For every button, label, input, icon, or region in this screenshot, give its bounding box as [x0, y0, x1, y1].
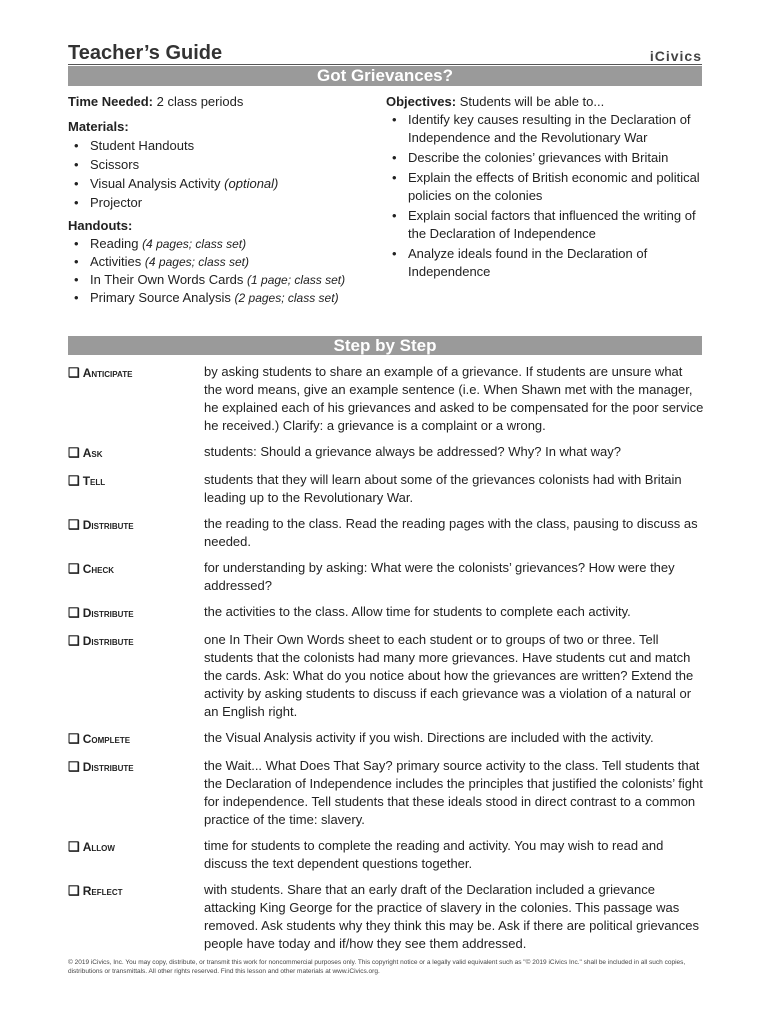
- page-title: Teacher’s Guide: [68, 42, 223, 64]
- list-item: [68, 289, 368, 307]
- step-by-step-banner: Step by Step: [68, 336, 702, 355]
- checkbox-icon[interactable]: ❑: [68, 633, 80, 648]
- handouts-heading: Handouts:: [68, 218, 133, 233]
- checkbox-icon[interactable]: ❑: [68, 473, 80, 488]
- list-item-note: (4 pages; class set): [144, 255, 249, 269]
- list-item: • Analyze ideals found in the Declaration of Independence: [386, 245, 702, 281]
- step-verb: Anticipate: [82, 366, 133, 380]
- handouts-list: [68, 235, 368, 307]
- step-label: [68, 363, 204, 435]
- list-item: • Projector: [68, 193, 368, 212]
- time-value: 2 class periods: [153, 94, 244, 109]
- checkbox-icon[interactable]: ❑: [68, 605, 80, 620]
- step-text: for understanding by asking: What were the colonists’ grievances? How were they addressed?: [204, 560, 675, 593]
- list-item: [68, 253, 368, 271]
- step-verb: Allow: [82, 840, 115, 854]
- step-text: students: Should a grievance always be addressed? Why? In what way?: [204, 444, 621, 459]
- step-row: [68, 443, 704, 463]
- step-verb: Distribute: [82, 634, 134, 648]
- list-item-note: (2 pages; class set): [234, 291, 339, 305]
- list-item: • Explain the effects of British economic and political policies on the colonies: [386, 169, 702, 205]
- right-column: [386, 92, 702, 283]
- step-text: students that they will learn about some of the grievances colonists had with Britain leading up to the Revolutionary War.: [204, 472, 682, 505]
- step-label: [68, 631, 204, 721]
- checkbox-icon[interactable]: ❑: [68, 839, 80, 854]
- step-row: [68, 631, 704, 721]
- list-item: [68, 271, 368, 289]
- objectives-intro: Students will be able to...: [456, 94, 605, 109]
- list-item-text: Activities: [90, 254, 142, 269]
- step-row: [68, 729, 704, 749]
- list-item-text: Primary Source Analysis: [90, 290, 231, 305]
- step-verb: Distribute: [82, 606, 134, 620]
- checkbox-icon[interactable]: ❑: [68, 883, 80, 898]
- steps-list: [68, 363, 704, 961]
- copyright-footer: © 2019 iCivics, Inc. You may copy, distribute, or transmit this work for noncommercial purposes only. This copyright notice or a legally valid equivalent such as "© 2019 iCivics Inc." shall be included in all such copies, distributions or transmittals. All other rights reserved. Find this lesson and other materials at www.iCivics.org.: [68, 959, 686, 975]
- step-verb: Tell: [82, 474, 106, 488]
- step-label: [68, 757, 204, 829]
- objectives-list: [386, 111, 702, 281]
- step-label: [68, 837, 204, 873]
- lesson-title-banner: Got Grievances?: [68, 66, 702, 86]
- page-header: [68, 42, 702, 65]
- step-label: [68, 603, 204, 623]
- checkbox-icon[interactable]: ❑: [68, 561, 80, 576]
- step-verb: Complete: [82, 732, 131, 746]
- step-text: the Wait... What Does That Say? primary source activity to the class. Tell students that the Declaration of Independence includes the principles that justified the colonists’ fight for independence. Tell students that these ideals stood in direct contrast to a common practice of the time: slavery.: [204, 758, 703, 827]
- list-item-text: Visual Analysis Activity: [90, 176, 221, 191]
- materials-list: [68, 136, 368, 212]
- step-label: [68, 471, 204, 507]
- step-label: [68, 729, 204, 749]
- step-label: [68, 559, 204, 595]
- step-label: [68, 515, 204, 551]
- checkbox-icon[interactable]: ❑: [68, 445, 80, 460]
- list-item: [68, 235, 368, 253]
- step-text: time for students to complete the reading and activity. You may wish to read and discuss the text dependent questions together.: [204, 838, 664, 871]
- time-needed: [68, 92, 368, 111]
- checkbox-icon[interactable]: ❑: [68, 759, 80, 774]
- icivics-logo: iCivics: [649, 48, 702, 64]
- list-item: • Scissors: [68, 155, 368, 174]
- step-verb: Reflect: [82, 884, 123, 898]
- step-text: with students. Share that an early draft of the Declaration included a grievance attacking King George for the practice of slavery in the colonies. This passage was removed. Ask students why they think this may be. Ask if there are political grievances people have today and if/how they see them addressed.: [204, 882, 699, 951]
- list-item-note: (4 pages; class set): [142, 237, 247, 251]
- objectives-heading: [386, 92, 702, 111]
- step-text: by asking students to share an example of a grievance. If students are unsure what the word means, give an example sentence (i.e. When Shawn met with the manager, he explained each of his grievances and asked to be compensated for the poor service he received.) Clarify: a grievance is a complaint or a wrong.: [204, 364, 704, 433]
- list-item: • Student Handouts: [68, 136, 368, 155]
- step-row: [68, 837, 704, 873]
- list-item-text: In Their Own Words Cards: [90, 272, 244, 287]
- step-row: [68, 515, 704, 551]
- list-item: • Identify key causes resulting in the Declaration of Independence and the Revolutionary War: [386, 111, 702, 147]
- list-item: [68, 174, 368, 193]
- step-text: one In Their Own Words sheet to each student or to groups of two or three. Tell students that the colonists had many more grievances. Have students cut and match the cards. Ask: What do you notice about how the grievances are written? Extend the activity by asking students to discuss if each grievance was a violation of a natural or an English right.: [204, 632, 694, 719]
- list-item-note: (1 page; class set): [247, 273, 346, 287]
- step-text: the reading to the class. Read the reading pages with the class, pausing to discuss as needed.: [204, 516, 698, 549]
- step-row: [68, 881, 704, 953]
- step-label: [68, 443, 204, 463]
- step-row: [68, 757, 704, 829]
- list-item-text: Reading: [90, 236, 139, 251]
- step-row: [68, 603, 704, 623]
- step-verb: Distribute: [82, 760, 134, 774]
- list-item-note: (optional): [224, 176, 279, 191]
- time-label: Time Needed:: [68, 94, 154, 109]
- step-row: [68, 471, 704, 507]
- step-verb: Check: [82, 562, 115, 576]
- step-text: the Visual Analysis activity if you wish. Directions are included with the activity.: [204, 730, 654, 745]
- checkbox-icon[interactable]: ❑: [68, 731, 80, 746]
- checkbox-icon[interactable]: ❑: [68, 365, 80, 380]
- checkbox-icon[interactable]: ❑: [68, 517, 80, 532]
- step-row: [68, 559, 704, 595]
- left-column: [68, 92, 368, 307]
- list-item: • Explain social factors that influenced the writing of the Declaration of Independence: [386, 207, 702, 243]
- step-verb: Ask: [82, 446, 103, 460]
- list-item: • Describe the colonies’ grievances with Britain: [386, 149, 702, 167]
- step-label: [68, 881, 204, 953]
- step-row: [68, 363, 704, 435]
- materials-heading: Materials:: [68, 119, 129, 134]
- step-verb: Distribute: [82, 518, 134, 532]
- step-text: the activities to the class. Allow time for students to complete each activity.: [204, 604, 631, 619]
- objectives-label: Objectives:: [386, 94, 457, 109]
